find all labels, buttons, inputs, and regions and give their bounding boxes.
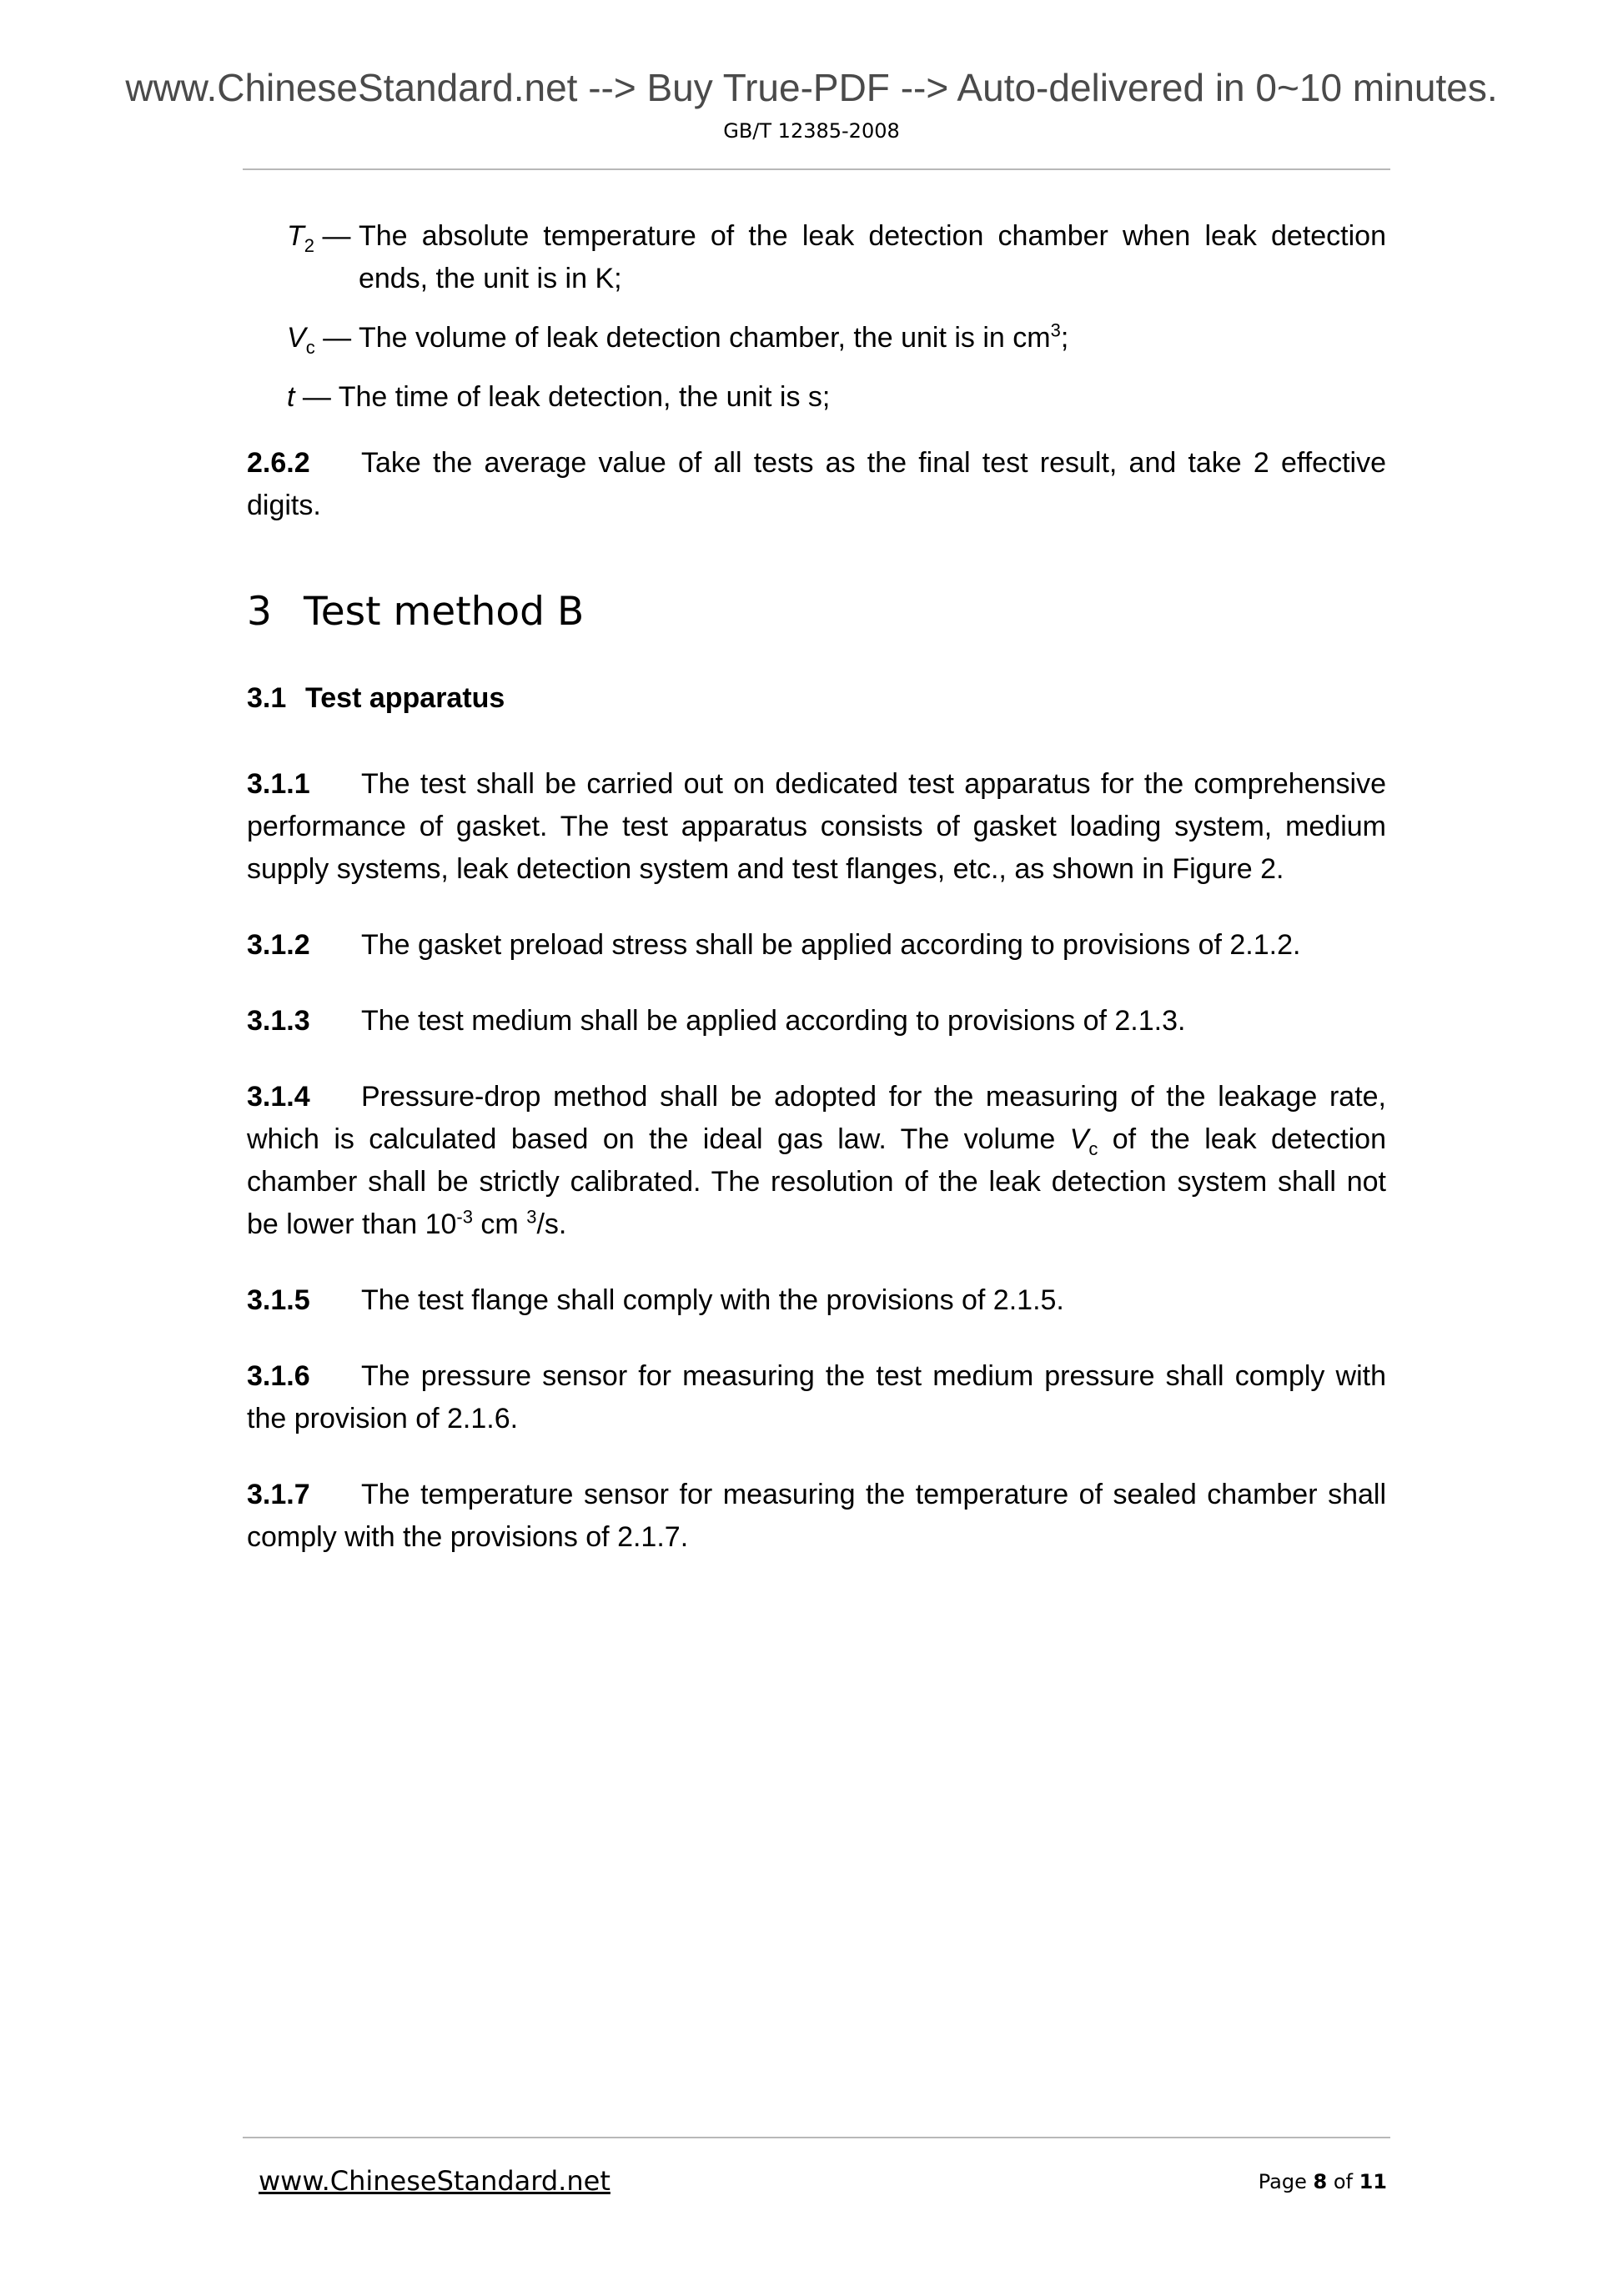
header-divider <box>243 168 1390 170</box>
clause-number: 3.1.5 <box>247 1284 310 1316</box>
page-of: of <box>1327 2170 1359 2193</box>
page-number <box>1259 2170 1387 2193</box>
section-title: Test method B <box>304 589 585 635</box>
clause-text: The temperature sensor for measuring the temperature of sealed chamber shall comply with the provisions of 2.1.7. <box>247 1479 1386 1553</box>
clause-text: of the leak detection chamber shall be strictly calibrated. The resolution of the leak detection system shall not be lower than 10 <box>247 1123 1386 1240</box>
definition-symbol: t <box>287 381 295 413</box>
clause-text: Take the average value of all tests as the final test result, and take 2 effective digits. <box>247 447 1386 521</box>
clause-text: The test shall be carried out on dedicated test apparatus for the comprehensive performance of gasket. The test apparatus consists of gasket loading system, medium supply systems, leak detection system and test flanges, etc., as shown in Figure 2. <box>247 768 1386 885</box>
clause-number: 3.1.6 <box>247 1360 310 1392</box>
clause-number: 3.1.3 <box>247 1005 310 1037</box>
clause-3-1-6 <box>247 1355 1386 1440</box>
clause-text: The test medium shall be applied according to provisions of 2.1.3. <box>361 1005 1186 1037</box>
definition-vc <box>287 317 1386 359</box>
definition-subscript: c <box>305 336 315 358</box>
definition-dash: — <box>314 220 359 252</box>
clause-text: Pressure-drop method shall be adopted for the measuring of the leakage rate, which is calculated based on the ideal gas law. The volume <box>247 1081 1386 1155</box>
clause-3-1-2 <box>247 924 1386 967</box>
clause-3-1-1 <box>247 763 1386 891</box>
clause-text: cm <box>472 1208 527 1240</box>
definition-subscript: 2 <box>304 234 315 256</box>
clause-number: 3.1.4 <box>247 1081 310 1113</box>
clause-number: 3.1.1 <box>247 768 310 800</box>
clause-text: The test flange shall comply with the provisions of 2.1.5. <box>361 1284 1064 1316</box>
definition-tail: ; <box>1060 322 1069 354</box>
clause-variable: V <box>1069 1123 1089 1155</box>
page-current: 8 <box>1313 2170 1328 2193</box>
definition-superscript: 3 <box>1050 319 1061 341</box>
clause-3-1-4 <box>247 1076 1386 1246</box>
clause-3-1-3 <box>247 1000 1386 1042</box>
header-banner: www.ChineseStandard.net --> Buy True-PDF --> Auto-delivered in 0~10 minutes. <box>125 66 1498 109</box>
section-heading <box>247 587 1386 637</box>
clause-text: /s. <box>536 1208 567 1240</box>
standard-code: GB/T 12385-2008 <box>723 119 900 143</box>
definition-symbol: T <box>287 220 304 252</box>
clause-number: 3.1.2 <box>247 929 310 961</box>
clause-2-6-2 <box>247 442 1386 527</box>
clause-text: The gasket preload stress shall be applied according to provisions of 2.1.2. <box>361 929 1301 961</box>
clause-3-1-5 <box>247 1279 1386 1322</box>
section-number: 3 <box>247 589 272 635</box>
definition-text: The absolute temperature of the leak detection chamber when leak detection ends, the unit is in K; <box>358 220 1386 294</box>
clause-number: 2.6.2 <box>247 447 310 479</box>
page-prefix: Page <box>1258 2170 1314 2193</box>
page-content <box>247 215 1386 1559</box>
subsection-number: 3.1 <box>247 682 287 714</box>
page-total: 11 <box>1359 2170 1387 2193</box>
clause-3-1-7 <box>247 1474 1386 1559</box>
clause-variable-subscript: c <box>1088 1138 1098 1159</box>
definition-text: — The volume of leak detection chamber, the unit is in cm <box>314 322 1051 354</box>
clause-number: 3.1.7 <box>247 1479 310 1510</box>
clause-text: The pressure sensor for measuring the test medium pressure shall comply with the provision of 2.1.6. <box>247 1360 1386 1434</box>
definition-text: — The time of leak detection, the unit is s; <box>294 381 831 413</box>
subsection-heading <box>247 677 1386 720</box>
footer-divider <box>243 2137 1390 2138</box>
definition-symbol: V <box>287 322 306 354</box>
subsection-title: Test apparatus <box>305 682 505 714</box>
definition-t <box>287 376 1386 419</box>
definition-t2 <box>287 215 1386 300</box>
footer-website-link[interactable]: www.ChineseStandard.net <box>259 2165 611 2197</box>
clause-exponent: -3 <box>456 1206 473 1228</box>
clause-exponent: 3 <box>526 1206 537 1228</box>
